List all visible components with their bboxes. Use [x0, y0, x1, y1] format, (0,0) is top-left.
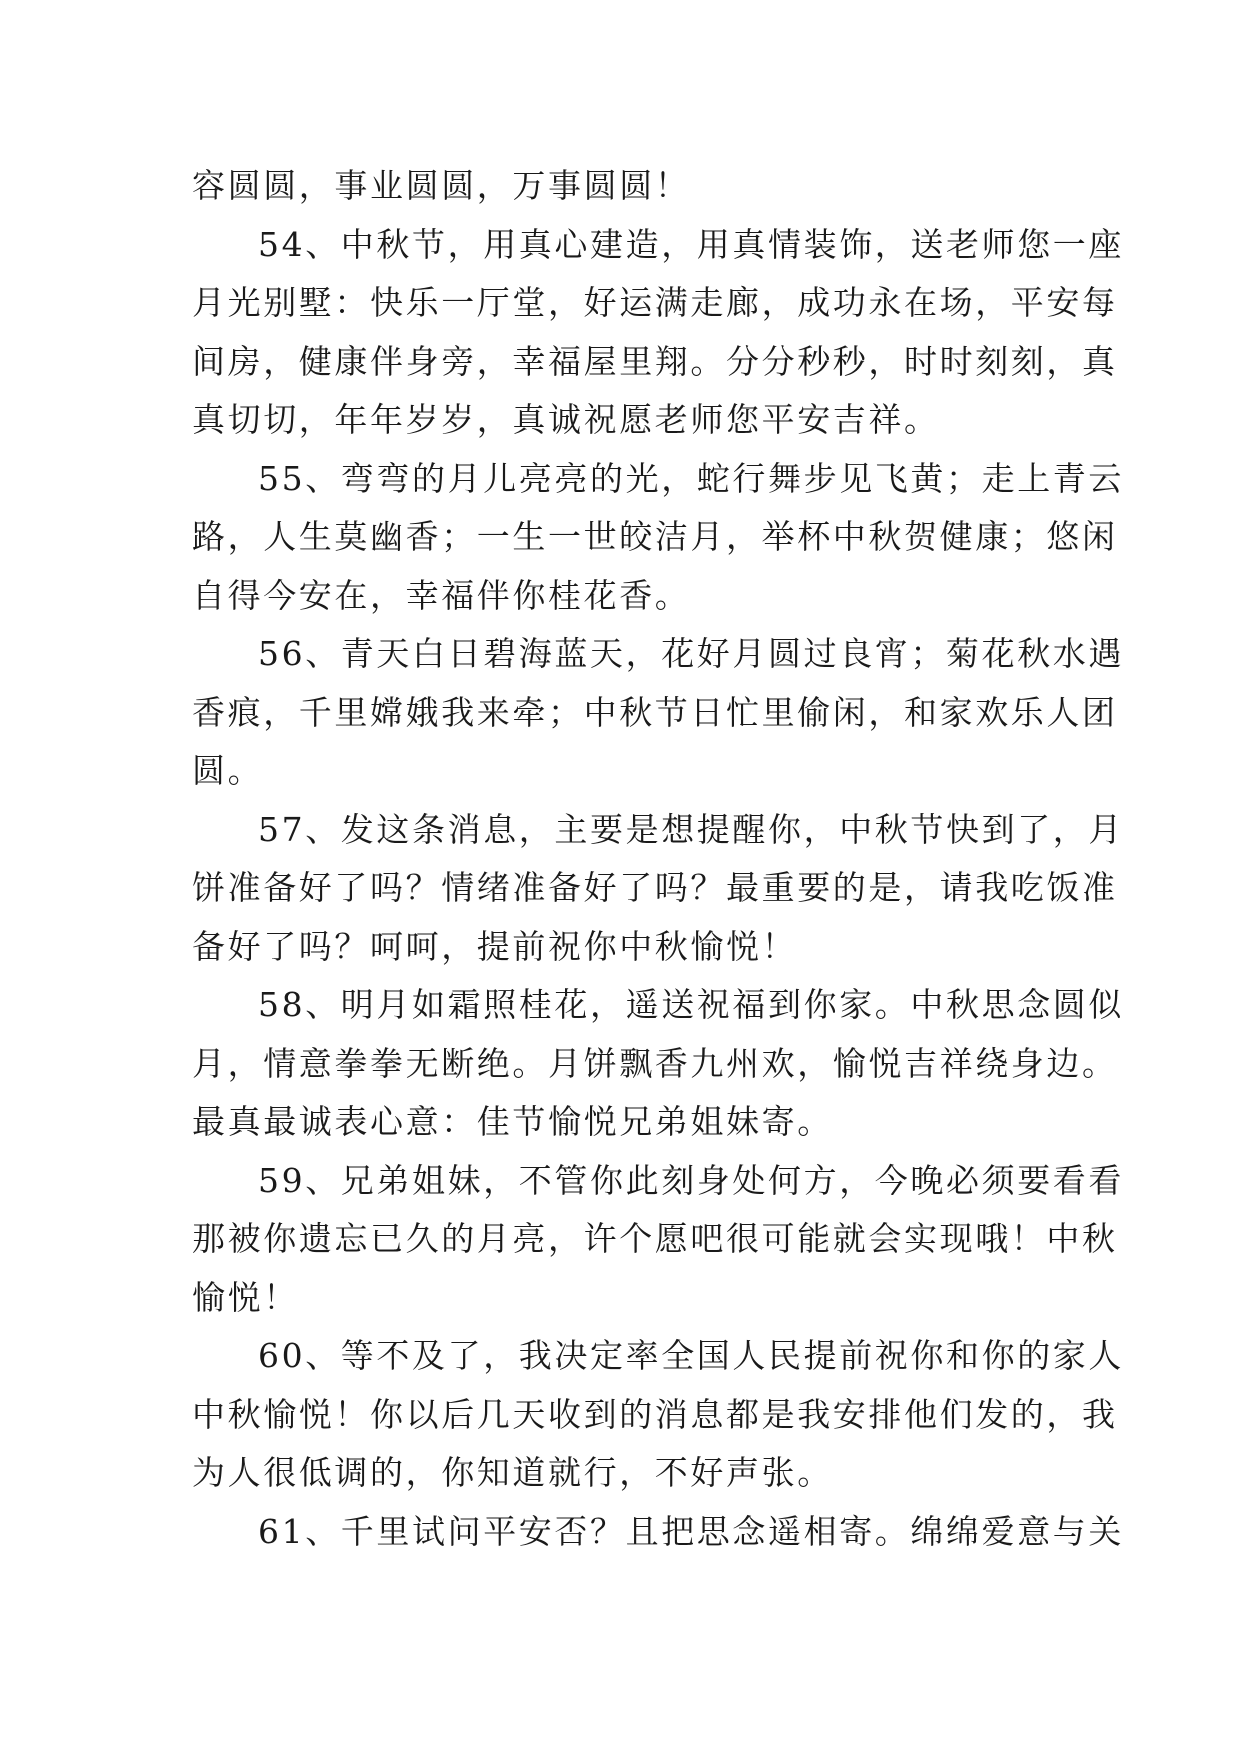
paragraph-first-line: 55、弯弯的月儿亮亮的光，蛇行舞步见飞黄；走上青云	[258, 458, 1124, 498]
paragraph-line: 容圆圆，事业圆圆，万事圆圆！	[192, 166, 691, 205]
paragraph-line: 备好了吗？呵呵，提前祝你中秋愉悦！	[192, 926, 798, 966]
paragraph-line: 饼准备好了吗？情绪准备好了吗？最重要的是，请我吃饭准	[192, 868, 1118, 907]
paragraph-line: 月，情意拳拳无断绝。月饼飘香九州欢，愉悦吉祥绕身边。	[192, 1043, 1118, 1083]
paragraph-line: 那被你遗忘已久的月亮，许个愿吧很可能就会实现哦！中秋	[192, 1219, 1118, 1258]
paragraph-line: 路，人生莫幽香；一生一世皎洁月，举杯中秋贺健康；悠闲	[192, 517, 1118, 556]
paragraph-line: 愉悦！	[192, 1277, 299, 1317]
paragraph-line: 圆。	[192, 751, 264, 790]
paragraph-line: 间房，健康伴身旁，幸福屋里翔。分分秒秒，时时刻刻，真	[192, 341, 1118, 381]
paragraph-line: 月光别墅：快乐一厅堂，好运满走廊，成功永在场，平安每	[192, 283, 1118, 322]
document-body	[192, 157, 1124, 1561]
paragraph-first-line: 56、青天白日碧海蓝天，花好月圆过良宵；菊花秋水遇	[258, 634, 1124, 673]
paragraph-first-line: 58、明月如霜照桂花，遥送祝福到你家。中秋思念圆似	[258, 985, 1124, 1024]
paragraph-first-line: 59、兄弟姐妹，不管你此刻身处何方，今晚必须要看看	[258, 1160, 1124, 1200]
paragraph-line: 真切切，年年岁岁，真诚祝愿老师您平安吉祥。	[192, 400, 940, 439]
paragraph-line: 为人很低调的，你知道就行，不好声张。	[192, 1453, 833, 1492]
paragraph-line: 自得今安在，幸福伴你桂花香。	[192, 575, 691, 615]
paragraph-line: 中秋愉悦！你以后几天收到的消息都是我安排他们发的，我	[192, 1394, 1118, 1434]
paragraph-first-line: 54、中秋节，用真心建造，用真情装饰，送老师您一座	[258, 224, 1124, 264]
paragraph-first-line: 60、等不及了，我决定率全国人民提前祝你和你的家人	[258, 1336, 1124, 1375]
paragraph-first-line: 57、发这条消息，主要是想提醒你，中秋节快到了，月	[258, 809, 1124, 849]
paragraph-line: 香痕，千里嫦娥我来牵；中秋节日忙里偷闲，和家欢乐人团	[192, 692, 1118, 732]
paragraph-line: 最真最诚表心意：佳节愉悦兄弟姐妹寄。	[192, 1102, 833, 1141]
paragraph-first-line: 61、千里试问平安否？且把思念遥相寄。绵绵爱意与关	[258, 1511, 1124, 1551]
